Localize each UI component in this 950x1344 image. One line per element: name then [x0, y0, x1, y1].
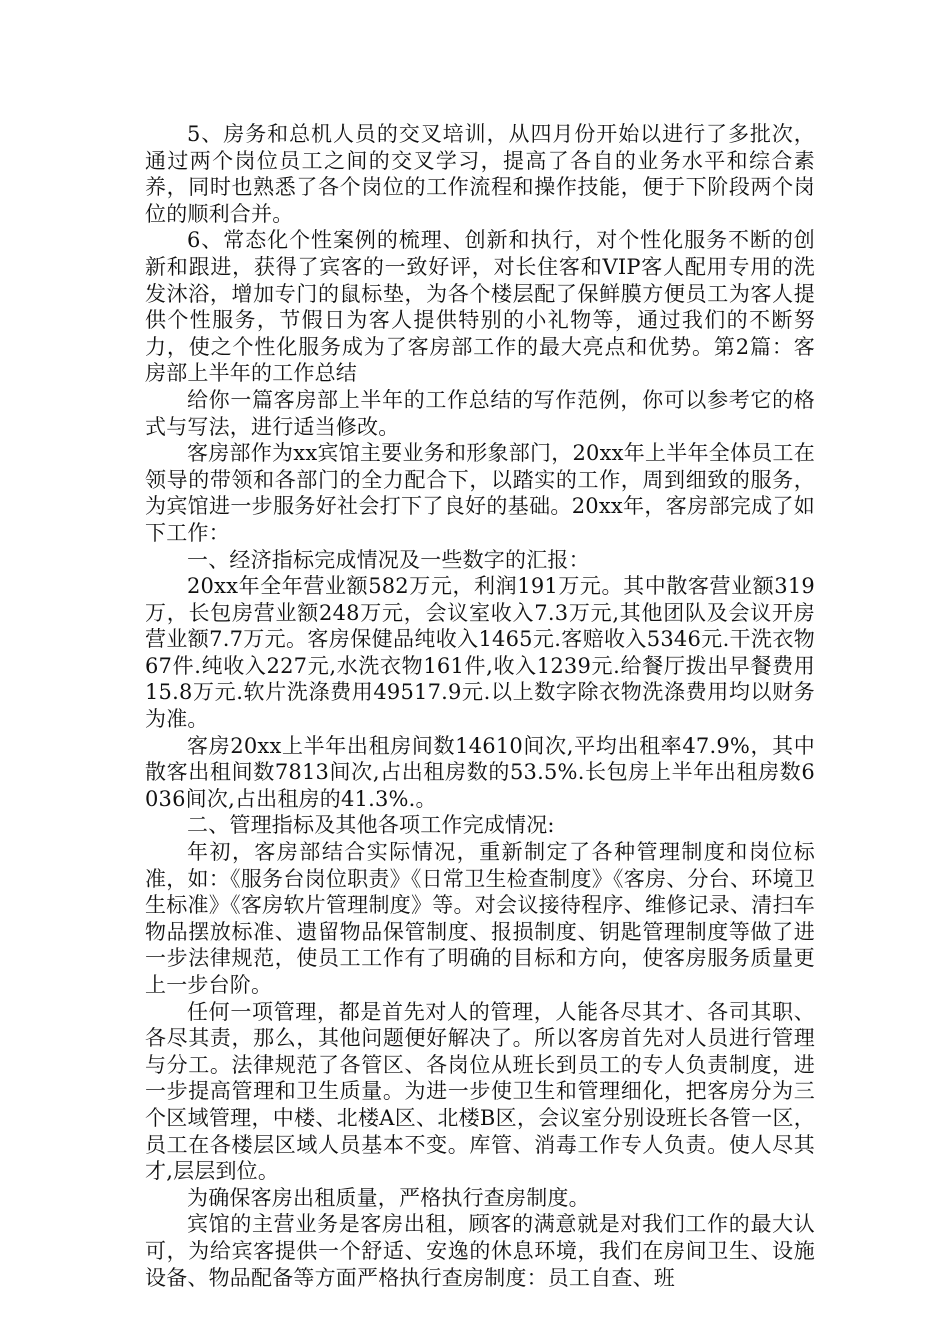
paragraph-training: 5、房务和总机人员的交叉培训，从四月份开始以进行了多批次，通过两个岗位员工之间的交叉学习，提高了各自的业务水平和综合素养，同时也熟悉了各个岗位的工作流程和操作技能，便于下阶段两个岗位的顺利合并。	[145, 122, 815, 226]
document-page	[145, 121, 815, 1291]
paragraph-occupancy-figures: 客房20xx上半年出租房间数14610间次,平均出租率47.9%，其中散客出租间数7813间次,占出租房数的53.5%.长包房上半年出租房数6036间次,占出租房的41.3%.。	[145, 733, 815, 811]
paragraph-room-inspection: 为确保客房出租质量，严格执行查房制度。	[187, 1185, 590, 1210]
paragraph-personalized-service: 6、常态化个性案例的梳理、创新和执行，对个性化服务不断的创新和跟进，获得了宾客的一致好评，对长住客和VIP客人配用专用的洗发沐浴，增加专门的鼠标垫，为各个楼层配了保鲜膜方便员工为客人提供个性服务，节假日为客人提供特别的小礼物等，通过我们的不断努力，使之个性化服务成为了客房部工作的最大亮点和优势。第2篇：客房部上半年的工作总结	[145, 228, 815, 386]
paragraph-revenue-figures: 20xx年全年营业额582万元，利润191万元。其中散客营业额319万，长包房营业额248万元，会议室收入7.3万元,其他团队及会议开房营业额7.7万元。客房保健品纯收入1465元.客赔收入5346元.干洗衣物67件.纯收入227元,水洗衣物161件,收入1239元.给餐厅拨出早餐费用15.8万元.软片洗涤费用49517.9元.以上数字除衣物洗涤费用均以财务为准。	[145, 574, 815, 732]
heading-economic-indicators: 一、经济指标完成情况及一些数字的汇报：	[187, 547, 590, 572]
paragraph-staff-management: 任何一项管理，都是首先对人的管理，人能各尽其才、各司其职、各尽其责，那么，其他问题便好解决了。所以客房首先对人员进行管理与分工。法律规范了各管区、各岗位从班长到员工的专人负责制度，进一步提高管理和卫生质量。为进一步使卫生和管理细化，把客房分为三个区域管理，中楼、北楼A区、北楼B区，会议室分别设班长各管一区，员工在各楼层区域人员基本不变。库管、消毒工作专人负责。使人尽其才,层层到位。	[145, 999, 815, 1184]
heading-management-indicators: 二、管理指标及其他各项工作完成情况:	[187, 813, 555, 838]
paragraph-sample-intro: 给你一篇客房部上半年的工作总结的写作范例，你可以参考它的格式与写法，进行适当修改。	[145, 387, 815, 439]
paragraph-management-systems: 年初，客房部结合实际情况，重新制定了各种管理制度和岗位标准，如：《服务台岗位职责》《日常卫生检查制度》《客房、分台、环境卫生标准》《客房软片管理制度》等。对会议接待程序、维修记录、清扫车物品摆放标准、遗留物品保管制度、报损制度、钥匙管理制度等做了进一步法律规范，使员工工作有了明确的目标和方向，使客房服务质量更上一步台阶。	[145, 840, 815, 997]
paragraph-guest-satisfaction: 宾馆的主营业务是客房出租，顾客的满意就是对我们工作的最大认可，为给宾客提供一个舒适、安逸的休息环境，我们在房间卫生、设施设备、物品配备等方面严格执行查房制度：员工自查、班	[145, 1212, 815, 1290]
paragraph-department-overview: 客房部作为xx宾馆主要业务和形象部门，20xx年上半年全体员工在领导的带领和各部门的全力配合下，以踏实的工作，周到细致的服务，为宾馆进一步服务好社会打下了良好的基础。20xx年，客房部完成了如下工作：	[145, 441, 815, 545]
